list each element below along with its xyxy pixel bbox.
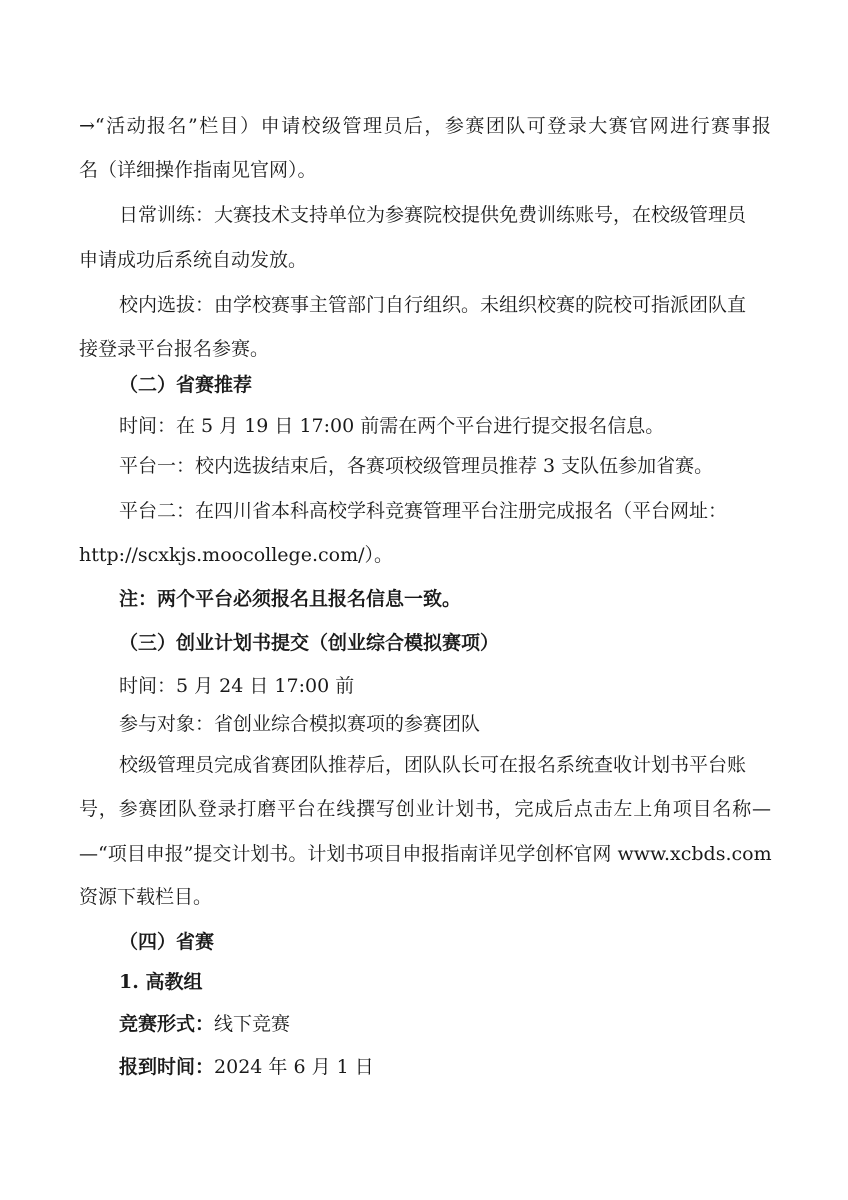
paragraph-line: —“项目申报”提交计划书。计划书项目申报指南详见学创杯官网 www.xcbds.com [79,843,772,865]
paragraph-line: http://scxkjs.moocollege.com/）。 [79,544,393,566]
paragraph-line: 资源下载栏目。 [79,886,213,908]
section-heading: （四）省赛 [119,931,215,953]
field-line [119,1055,374,1079]
paragraph-line: 接登录平台报名参赛。 [79,338,270,360]
field-label: 竞赛形式： [119,1013,215,1035]
paragraph-line: 号，参赛团队登录打磨平台在线撰写创业计划书，完成后点击左上角项目名称— [79,798,771,820]
paragraph-line: 平台二：在四川省本科高校学科竞赛管理平台注册完成报名（平台网址： [119,500,728,522]
paragraph-line: 申请成功后系统自动发放。 [79,249,308,271]
field-line [119,1012,290,1036]
paragraph-line: →“活动报名”栏目）申请校级管理员后，参赛团队可登录大赛官网进行赛事报 [79,115,771,137]
paragraph-line: 参与对象：省创业综合模拟赛项的参赛团队 [119,713,481,735]
field-value: 2024 年 6 月 1 日 [214,1056,374,1078]
paragraph-line: 名（详细操作指南见官网）。 [79,159,317,181]
paragraph-line: 日常训练：大赛技术支持单位为参赛院校提供免费训练账号，在校级管理员 [119,204,747,226]
subsection-heading: 1. 高教组 [119,971,203,993]
section-heading: （二）省赛推荐 [119,374,253,396]
paragraph-line: 平台一：校内选拔结束后，各赛项校级管理员推荐 3 支队伍参加省赛。 [119,455,714,477]
paragraph-line: 校内选拔：由学校赛事主管部门自行组织。未组织校赛的院校可指派团队直 [119,294,747,316]
field-value: 线下竞赛 [214,1013,291,1035]
paragraph-line: 时间：5 月 24 日 17:00 前 [119,675,355,697]
field-label: 报到时间： [119,1056,215,1078]
note-line: 注：两个平台必须报名且报名信息一致。 [119,588,462,610]
paragraph-line: 校级管理员完成省赛团队推荐后，团队队长可在报名系统查收计划书平台账 [119,754,747,776]
paragraph-line: 时间：在 5 月 19 日 17:00 前需在两个平台进行提交报名信息。 [119,415,665,437]
section-heading: （三）创业计划书提交（创业综合模拟赛项） [119,632,500,654]
